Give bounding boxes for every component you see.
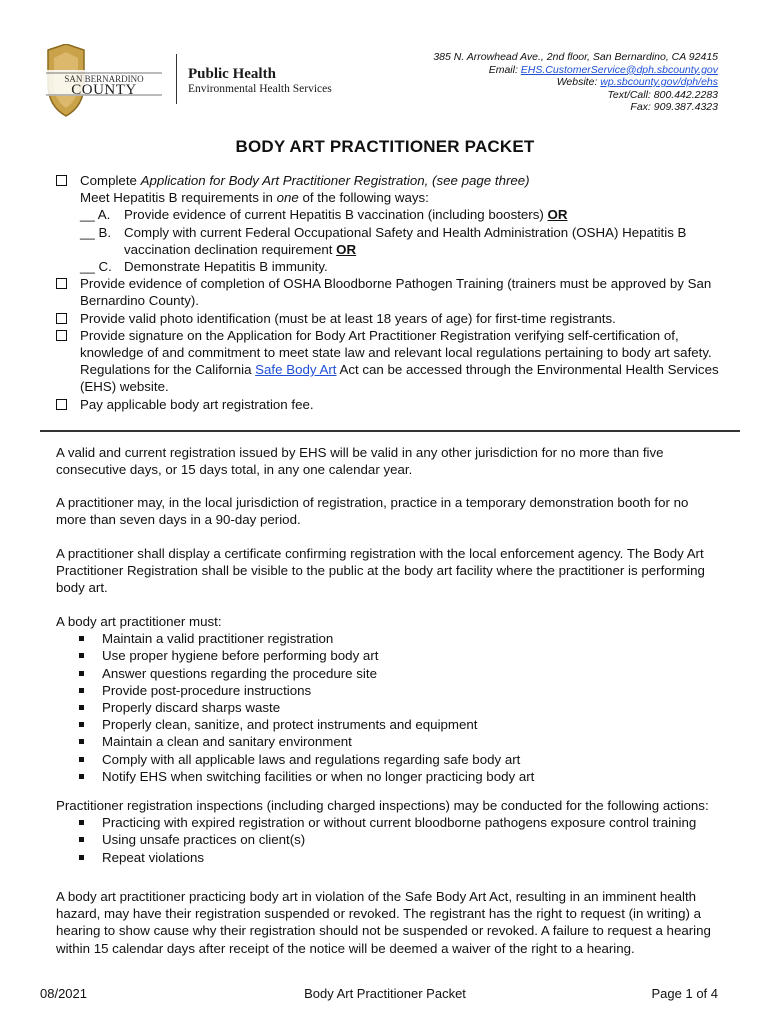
list-item: Using unsafe practices on client(s): [56, 831, 722, 848]
list-item: Maintain a clean and sanitary environment: [56, 733, 722, 750]
email-label: Email:: [488, 63, 521, 76]
hepb-option-a: __ A. Provide evidence of current Hepatitis B vaccination (including boosters) OR: [80, 207, 568, 223]
paragraph-temporary-booth: A practitioner may, in the local jurisdiction of registration, practice in a temporary demonstration booth for no more than seven days in a 90-day period.: [56, 495, 689, 528]
footer-title: Body Art Practitioner Packet: [304, 986, 466, 1001]
fax: Fax: 909.387.4323: [630, 101, 718, 114]
bullet-icon: [79, 653, 84, 658]
list-item: Maintain a valid practitioner registration: [56, 630, 722, 647]
checklist-item-application: Complete Application for Body Art Practitioner Registration, (see page three): [56, 172, 722, 189]
logo-text-top: SAN BERNARDINO: [64, 74, 144, 84]
bullet-icon: [79, 671, 84, 676]
list-item: Practicing with expired registration or without current bloodborne pathogens exposure control training: [56, 814, 722, 831]
hepb-options: [56, 206, 722, 275]
website-link[interactable]: wp.sbcounty.gov/dph/ehs: [600, 76, 718, 89]
bullet-icon: [79, 722, 84, 727]
bullet-icon: [79, 688, 84, 693]
paragraph-violation: A body art practitioner practicing body art in violation of the Safe Body Art Act, resulting in an imminent health hazard, may have their registration suspended or revoked. The registrant has the right to request (in writing) a hearing to show cause why their registration should not be suspended or revoked. A failure to request a hearing within 15 calendar days after receipt of the notice will be deemed a waiver of the right to a hearing.: [56, 889, 711, 956]
dept-line2: Environmental Health Services: [188, 83, 332, 95]
footer-page-number: Page 1 of 4: [651, 986, 718, 1001]
list-item: Notify EHS when switching facilities or when no longer practicing body art: [56, 768, 722, 785]
bullet-icon: [79, 636, 84, 641]
checkbox[interactable]: [56, 313, 67, 324]
paragraph-certificate: A practitioner shall display a certificate confirming registration with the local enforcement agency. The Body Art Practitioner Registration shall be visible to the public at the body art facility where the practitioner is performing body art.: [56, 546, 705, 596]
contact-block: [433, 51, 718, 114]
checkbox[interactable]: [56, 399, 67, 410]
email-line: [433, 64, 718, 77]
requirements-checklist: [56, 172, 722, 413]
inspections-intro: Practitioner registration inspections (including charged inspections) may be conducted for the following actions:: [56, 798, 709, 813]
bullet-icon: [79, 820, 84, 825]
inspections-section: [56, 797, 722, 866]
footer-date: 08/2021: [40, 986, 87, 1001]
list-item: Answer questions regarding the procedure site: [56, 665, 722, 682]
logo-text-main: COUNTY: [71, 82, 137, 98]
bullet-icon: [79, 705, 84, 710]
checklist-item-osha: Provide evidence of completion of OSHA Bloodborne Pathogen Training (trainers must be approved by San Bernardino County).: [56, 275, 722, 309]
checkbox[interactable]: [56, 278, 67, 289]
bullet-icon: [79, 855, 84, 860]
county-logo: [44, 44, 164, 118]
website-label: Website:: [556, 76, 601, 89]
list-item: Repeat violations: [56, 849, 722, 866]
email-link[interactable]: EHS.CustomerService@dph.sbcounty.gov: [520, 63, 718, 76]
bullet-icon: [79, 757, 84, 762]
bullet-icon: [79, 774, 84, 779]
hepb-option-c: __ C. Demonstrate Hepatitis B immunity.: [80, 259, 328, 275]
list-item: Comply with all applicable laws and regulations regarding safe body art: [56, 751, 722, 768]
hepb-intro: Meet Hepatitis B requirements in one of the following ways:: [80, 190, 429, 206]
checkbox[interactable]: [56, 175, 67, 186]
list-item: Provide post-procedure instructions: [56, 682, 722, 699]
practitioner-must-section: [56, 613, 722, 785]
checklist-item-photo-id: Provide valid photo identification (must be at least 18 years of age) for first-time registrants.: [56, 310, 722, 327]
checklist-item-signature: Provide signature on the Application for Body Art Practitioner Registration verifying self-certification of, knowledge of and commitment to meet state law and relevant local regulations pertaining to body art safety. Regulations for the California Safe Body Art Act can be accessed through the Environmental Health Services (EHS) website.: [56, 327, 722, 396]
bullet-icon: [79, 837, 84, 842]
header-divider: [176, 54, 177, 104]
list-item: Properly discard sharps waste: [56, 699, 722, 716]
bullet-icon: [79, 739, 84, 744]
page-header: [0, 0, 770, 120]
checkbox[interactable]: [56, 330, 67, 341]
website-line: [433, 76, 718, 89]
page-title: BODY ART PRACTITIONER PACKET: [235, 137, 535, 156]
list-item: Properly clean, sanitize, and protect instruments and equipment: [56, 716, 722, 733]
department-name: [188, 66, 332, 96]
must-intro: A body art practitioner must:: [56, 614, 222, 629]
list-item: Use proper hygiene before performing body art: [56, 647, 722, 664]
safe-body-art-link[interactable]: Safe Body Art: [255, 362, 337, 378]
dept-line1: Public Health: [188, 66, 276, 82]
checklist-item-fee: Pay applicable body art registration fee.: [56, 396, 722, 413]
section-divider: [40, 430, 740, 432]
address: 385 N. Arrowhead Ave., 2nd floor, San Bernardino, CA 92415: [433, 51, 718, 63]
hepb-option-b: __ B. Comply with current Federal Occupational Safety and Health Administration (OSHA) Hepatitis B vaccination declination requirement OR: [80, 224, 687, 257]
textcall: Text/Call: 800.442.2283: [607, 88, 718, 101]
paragraph-validity: A valid and current registration issued by EHS will be valid in any other jurisdiction for no more than five consecutive days, or 15 days total, in any one calendar year.: [56, 445, 664, 478]
